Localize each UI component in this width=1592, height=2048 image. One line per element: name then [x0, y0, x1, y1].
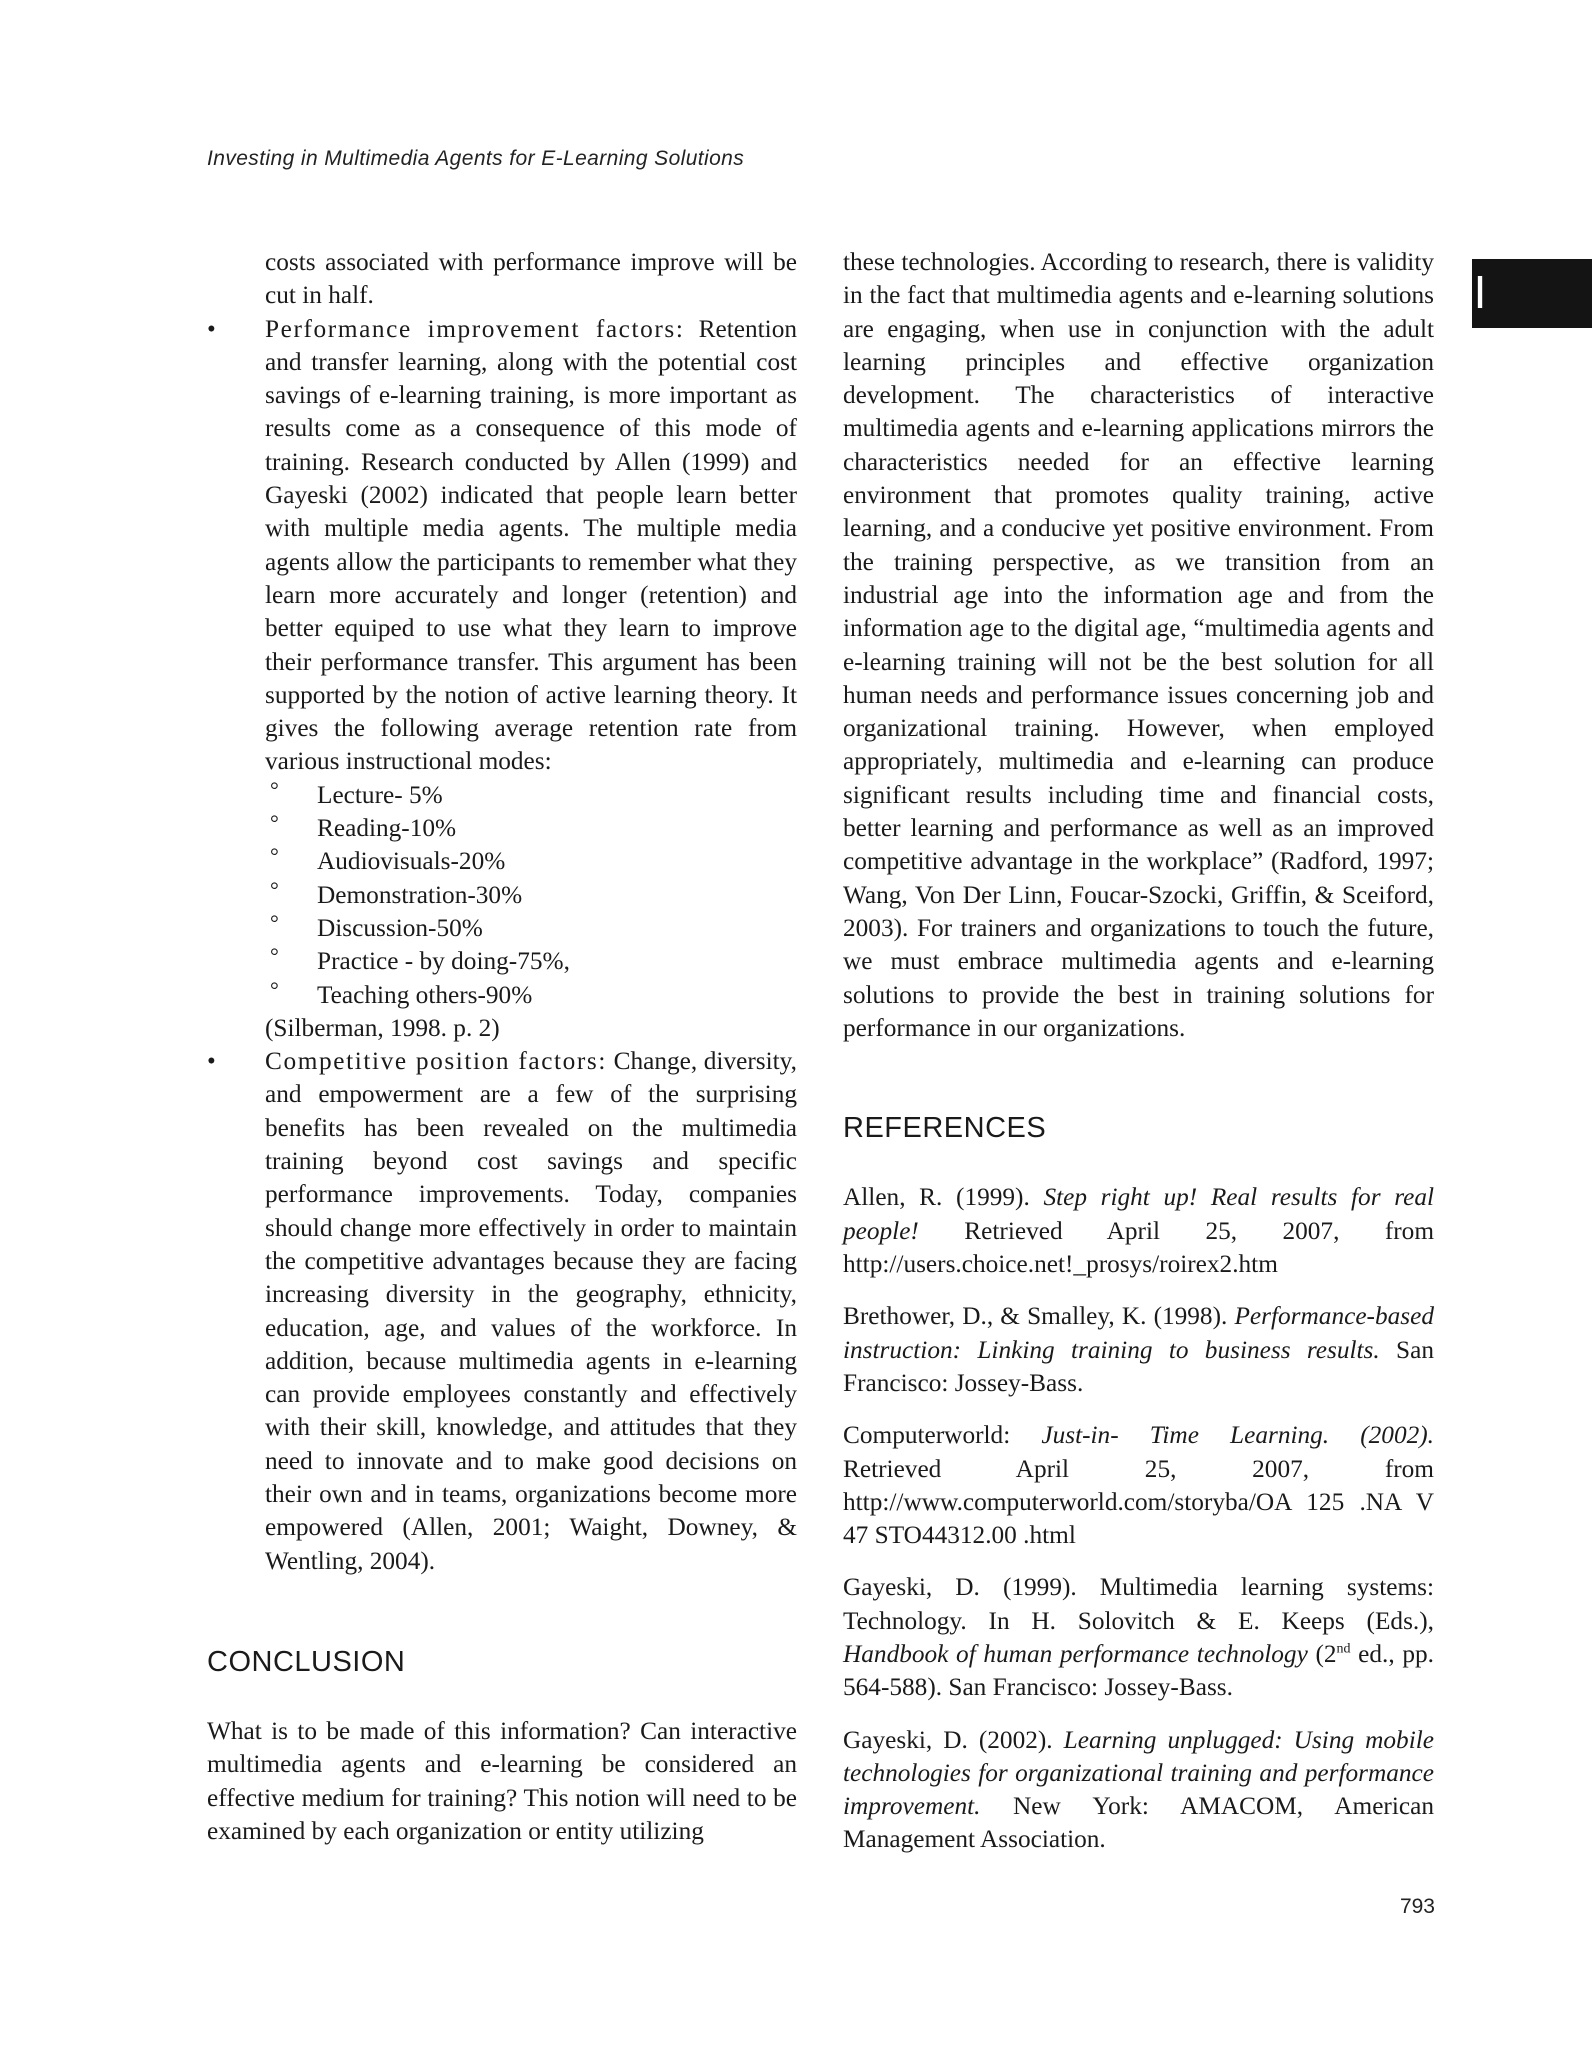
- reference-title: Just-in- Time Learning. (2002).: [1041, 1421, 1434, 1450]
- reference-title: Step right up! Real results for real people!: [843, 1183, 1434, 1245]
- degree-bullet-icon: °: [270, 776, 279, 802]
- list-item-text: Practice - by doing-75%,: [317, 947, 570, 976]
- left-column: [207, 246, 797, 1848]
- list-item: [207, 876, 797, 912]
- list-item-text: Lecture- 5%: [317, 780, 443, 809]
- reference-title: Learning unplugged: Using mobile technologies for organizational training and performance improvement.: [843, 1725, 1434, 1821]
- degree-bullet-icon: °: [270, 943, 279, 969]
- reference-authors: Gayeski, D. (1999). Multimedia learning systems: Technology. In H. Solovitch & E. Keeps (Eds.),: [843, 1573, 1434, 1635]
- retention-citation: (Silberman, 1998. p. 2): [265, 1013, 500, 1042]
- list-item: [207, 845, 797, 878]
- reference-source: New York: AMACOM, American Management Association.: [843, 1792, 1434, 1854]
- reference-title: Performance-based instruction: Linking training to business results.: [843, 1302, 1434, 1364]
- degree-bullet-icon: °: [270, 810, 279, 836]
- reference-edition: (2: [1307, 1639, 1337, 1668]
- reference-entry: [843, 1181, 1434, 1281]
- reference-entry: [843, 1571, 1434, 1704]
- degree-bullet-icon: °: [270, 976, 279, 1002]
- thumb-tab: [1472, 259, 1592, 328]
- running-head: Investing in Multimedia Agents for E-Learning Solutions: [207, 147, 745, 170]
- list-item-text: Reading-10%: [317, 814, 457, 843]
- references-heading: REFERENCES: [843, 1112, 1047, 1145]
- bullet-icon: •: [207, 1048, 216, 1076]
- list-item: [207, 909, 797, 945]
- reference-source: ed., pp. 564-588). San Francisco: Jossey-Bass.: [843, 1639, 1434, 1702]
- list-item: [207, 776, 797, 812]
- conclusion-paragraph: What is to be made of this information? Can interactive multimedia agents and e-learning be considered an effective medium for training? This notion will need to be examined by each organization or entity utilizing: [207, 1717, 797, 1846]
- conclusion-heading: CONCLUSION: [207, 1645, 406, 1678]
- reference-entry: [843, 1419, 1434, 1552]
- reference-source: San Francisco: Jossey-Bass.: [843, 1335, 1434, 1397]
- list-item-text: Audiovisuals-20%: [317, 847, 506, 876]
- reference-entry: [843, 1724, 1434, 1857]
- degree-bullet-icon: °: [270, 876, 279, 902]
- reference-authors: Computerworld:: [843, 1421, 1042, 1450]
- reference-source: Retrieved April 25, 2007, from http://www.computerworld.com/storyba/OA 125 .NA V 47 STO44312.00 .html: [843, 1454, 1434, 1550]
- reference-entry: [843, 1300, 1434, 1400]
- list-item: [207, 812, 797, 845]
- reference-list: [843, 1181, 1434, 1856]
- reference-title: Handbook of human performance technology: [843, 1639, 1308, 1668]
- list-item: [207, 976, 797, 1012]
- reference-authors: Gayeski, D. (2002).: [843, 1725, 1064, 1754]
- list-item-text: Demonstration-30%: [317, 880, 523, 909]
- competitive-factor-item: [207, 1045, 797, 1578]
- page-number: 793: [1399, 1895, 1435, 1918]
- list-item-text: Discussion-50%: [317, 913, 483, 942]
- retention-rate-list: [207, 776, 797, 1012]
- conclusion-continued-paragraph: these technologies. According to research, there is validity in the fact that multimedia agents and e-learning solutions are engaging, when use in conjunction with the adult learning principles and effective organization development. The characteristics of interactive multimedia agents and e-learning applications mirrors the characteristics needed for an effective learning environment that promotes quality training, active learning, and a conducive yet positive environment. From the training perspective, as we transition from an industrial age into the information age and from the information age to the digital age, “multimedia agents and e-learning training will not be the best solution for all human needs and performance issues concerning job and organizational training. However, when employed appropriately, multimedia and e-learning can produce significant results including time and financial costs, better learning and performance as well as an improved competitive advantage in the workplace” (Radford, 1997; Wang, Von Der Linn, Foucar-Szocki, Griffin, & Sceiford, 2003). For trainers and organizations to touch the future, we must embrace multimedia agents and e-learning solutions to provide the best in training solutions for performance in our organizations.: [843, 248, 1434, 1042]
- reference-source: Retrieved April 25, 2007, from http://users.choice.net!_prosys/roirex2.htm: [843, 1216, 1434, 1279]
- competitive-factor-label: Competitive position factors:: [265, 1047, 608, 1076]
- continuation-paragraph: costs associated with performance improve will be cut in half.: [265, 248, 797, 310]
- performance-factor-item: [207, 313, 797, 779]
- reference-authors: Brethower, D., & Smalley, K. (1998).: [843, 1302, 1235, 1331]
- performance-factor-text: Retention and transfer learning, along with the potential cost savings of e-learning training, is more important as results come as a consequence of this mode of training. Research conducted by Allen (1999) and Gayeski (2002) indicated that people learn better with multiple media agents. The multiple media agents allow the participants to remember what they learn more accurately and longer (retention) and better equiped to use what they learn to improve their performance transfer. This argument has been supported by the notion of active learning theory. It gives the following average retention rate from various instructional modes:: [265, 314, 798, 776]
- reference-authors: Allen, R. (1999).: [843, 1183, 1044, 1212]
- degree-bullet-icon: °: [270, 909, 279, 935]
- thumb-tab-letter: I: [1473, 266, 1487, 318]
- list-item-text: Teaching others-90%: [317, 980, 533, 1009]
- competitive-factor-text: Change, diversity, and empowerment are a few of the surprising benefits has been revealed on the multimedia training beyond cost savings and specific performance improvements. Today, companies should change more effectively in order to maintain the competitive advantages because they are facing increasing diversity in the geography, ethnicity, education, age, and values of the workforce. In addition, because multimedia agents in e-learning can provide employees constantly and effectively with their skill, knowledge, and attitudes that they need to innovate and to make good decisions on their own and in teams, organizations become more empowered (Allen, 2001; Waight, Downey, & Wentling, 2004).: [265, 1047, 797, 1575]
- degree-bullet-icon: °: [270, 843, 279, 869]
- edition-superscript: nd: [1336, 1641, 1351, 1657]
- performance-factor-label: Performance improvement factors:: [265, 314, 685, 343]
- bullet-icon: •: [207, 315, 216, 343]
- list-item: [207, 945, 797, 978]
- right-column: [843, 246, 1434, 1876]
